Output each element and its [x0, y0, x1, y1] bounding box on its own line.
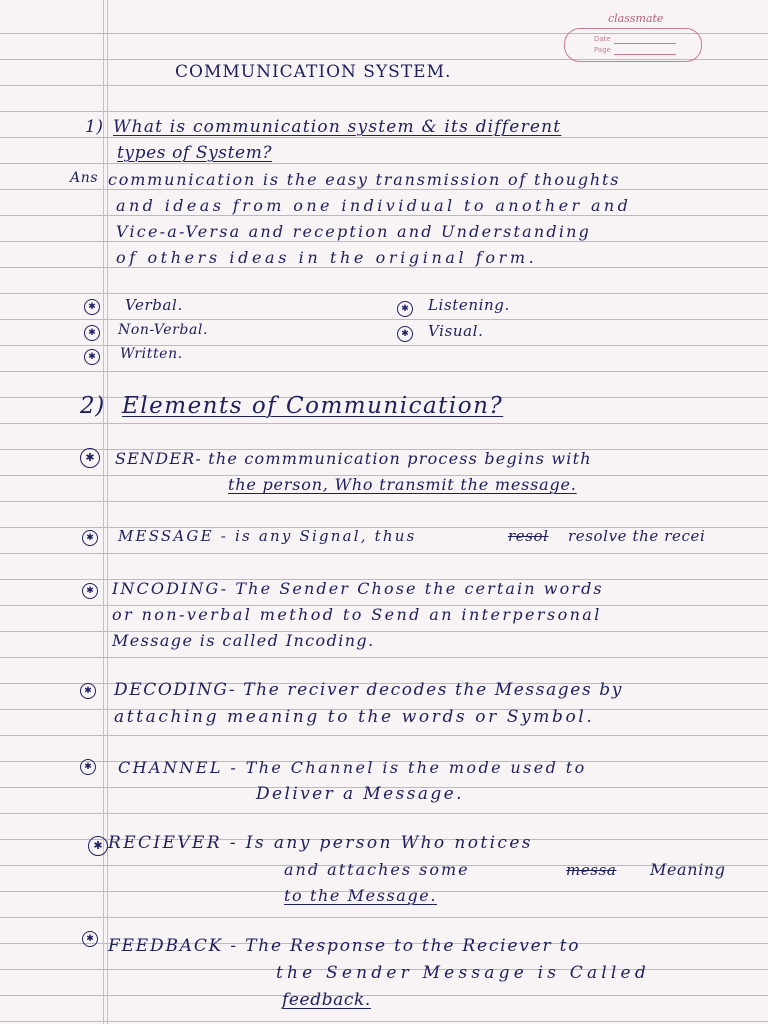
channel-line-2: Deliver a Message.: [256, 784, 464, 804]
answer-line-3: Vice-a-Versa and reception and Understanding: [116, 222, 592, 241]
page-title: COMMUNICATION SYSTEM.: [175, 62, 452, 82]
type-written: Written.: [120, 346, 183, 362]
q1-number: 1): [85, 117, 104, 137]
q2-heading: Elements of Communication?: [122, 393, 504, 419]
answer-line-4: of others ideas in the original form.: [116, 248, 538, 267]
q1-line1: What is communication system & its different: [113, 117, 562, 137]
channel-line-1: CHANNEL - The Channel is the mode used to: [118, 758, 587, 777]
bullet-icon: ✱: [80, 683, 96, 699]
reciever-line-2: and attaches some: [284, 860, 470, 879]
feedback-line-3: feedback.: [282, 990, 371, 1010]
bullet-icon: ✱: [84, 299, 100, 315]
answer-label: Ans: [70, 170, 99, 186]
q2-number: 2): [80, 393, 105, 419]
bullet-icon: ✱: [397, 301, 413, 317]
message-struck-word: resol: [508, 527, 549, 545]
feedback-line-2: the Sender Message is Called: [276, 963, 650, 983]
type-visual: Visual.: [428, 322, 484, 340]
type-non-verbal: Non-Verbal.: [118, 322, 209, 338]
message-line-1: MESSAGE - is any Signal, thus: [118, 527, 417, 545]
reciever-line-2b: Meaning: [650, 860, 726, 879]
bullet-icon: ✱: [82, 583, 98, 599]
date-line: [614, 43, 676, 44]
bullet-icon: ✱: [88, 836, 108, 856]
type-listening: Listening.: [428, 296, 510, 314]
bullet-icon: ✱: [84, 325, 100, 341]
date-label: Date: [594, 35, 611, 43]
type-verbal: Verbal.: [125, 296, 183, 314]
reciever-struck-word: messa: [566, 861, 617, 879]
feedback-line-1: FEEDBACK - The Response to the Reciever to: [108, 936, 581, 956]
bullet-icon: ✱: [82, 931, 98, 947]
margin-line: [103, 0, 104, 1024]
answer-line-2: and ideas from one individual to another and: [116, 196, 632, 215]
brand-logo: classmate: [608, 12, 664, 25]
decoding-line-1: DECODING- The reciver decodes the Messages by: [114, 680, 623, 700]
message-line-2: resolve the recei: [568, 527, 706, 545]
scroll-frame: [564, 28, 702, 62]
bullet-icon: ✱: [397, 326, 413, 342]
sender-line-1: SENDER- the commmunication process begins with: [115, 449, 592, 468]
bullet-icon: ✱: [82, 530, 98, 546]
margin-line-inner: [107, 0, 108, 1024]
decoding-line-2: attaching meaning to the words or Symbol.: [114, 707, 595, 727]
bullet-icon: ✱: [80, 448, 100, 468]
page-label: Page: [594, 46, 611, 54]
q1-line2: types of System?: [117, 143, 273, 163]
incoding-line-1: INCODING- The Sender Chose the certain words: [112, 579, 604, 598]
reciever-line-1: RECIEVER - Is any person Who notices: [108, 833, 533, 853]
bullet-icon: ✱: [80, 759, 96, 775]
page-header-stamp: [558, 8, 708, 64]
reciever-line-3: to the Message.: [284, 886, 438, 905]
page-line: [614, 54, 676, 55]
incoding-line-2: or non-verbal method to Send an interpersonal: [112, 605, 602, 624]
incoding-line-3: Message is called Incoding.: [112, 631, 375, 650]
answer-line-1: communication is the easy transmission of thoughts: [108, 170, 621, 189]
sender-line-2: the person, Who transmit the message.: [228, 475, 577, 494]
bullet-icon: ✱: [84, 349, 100, 365]
